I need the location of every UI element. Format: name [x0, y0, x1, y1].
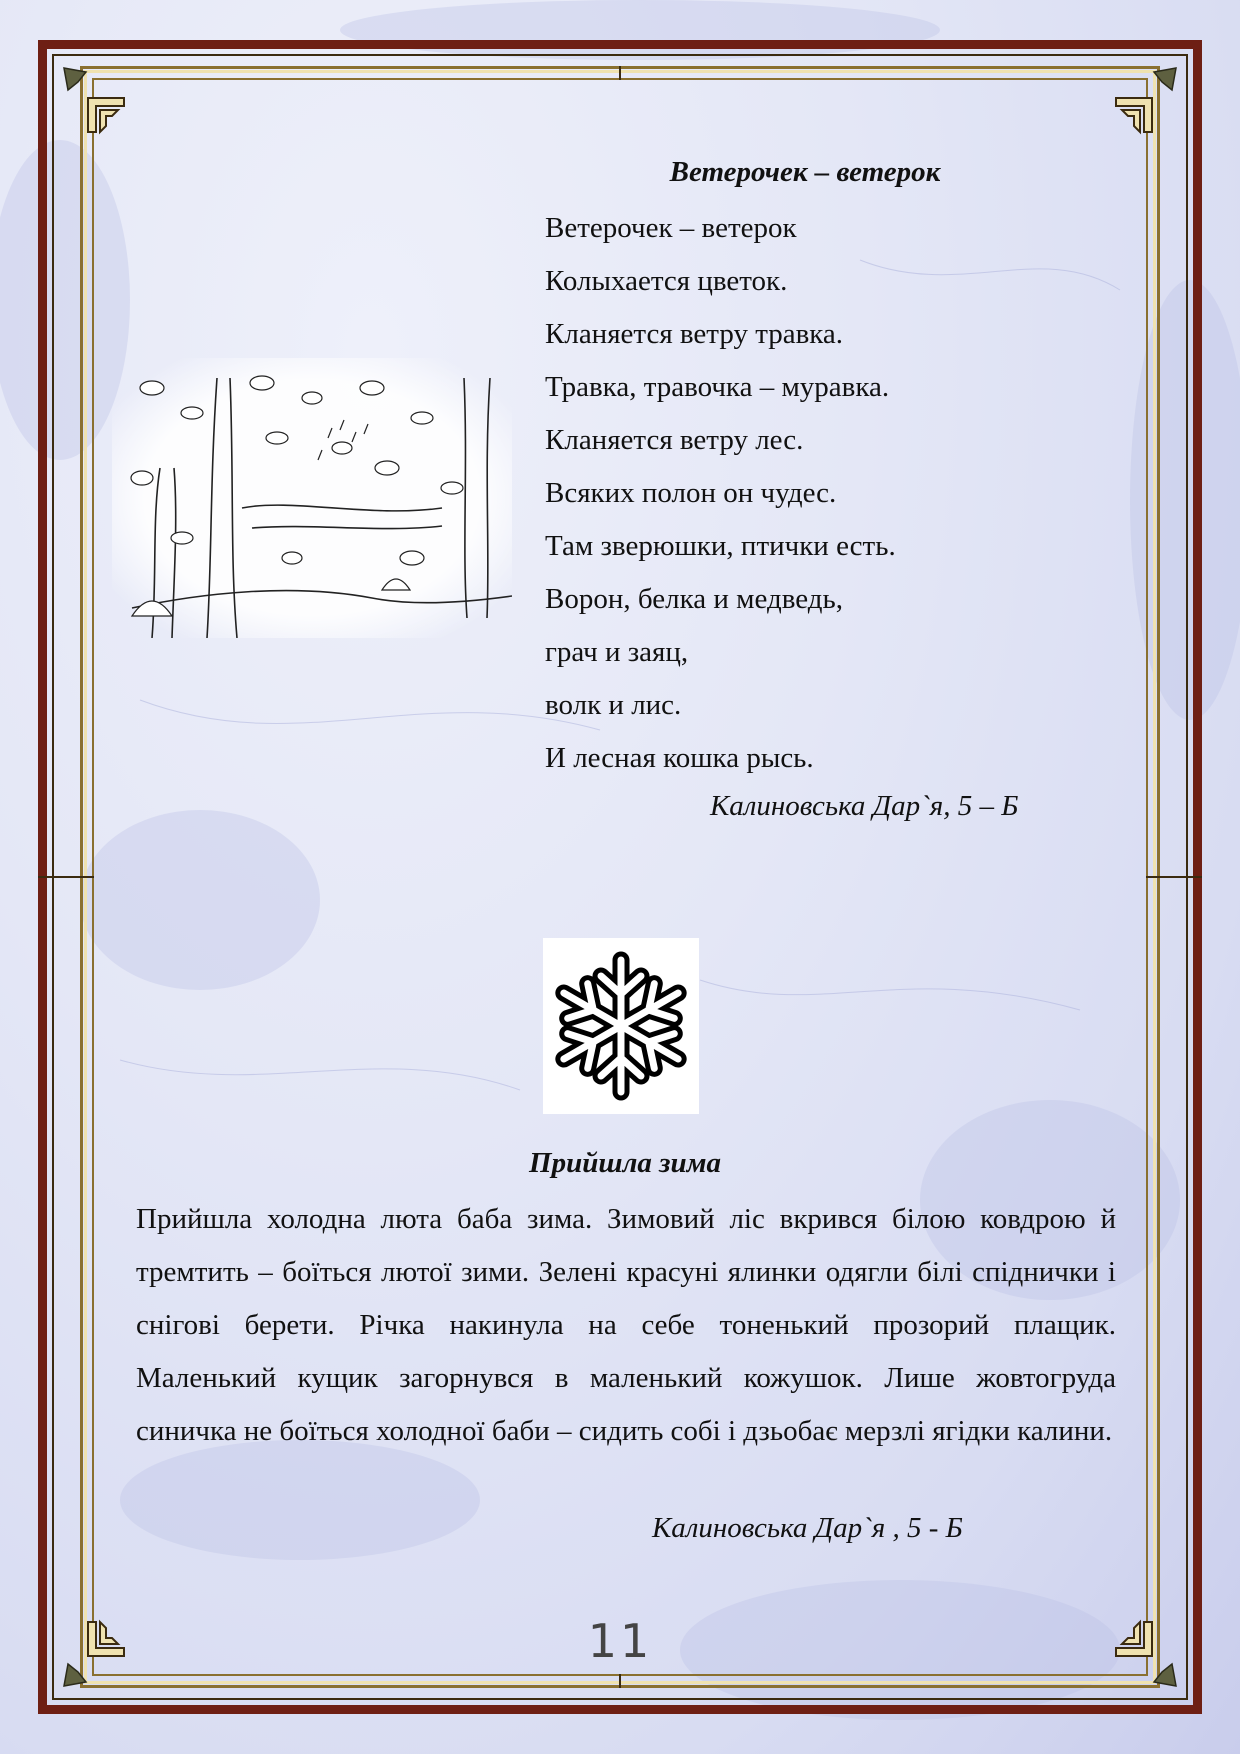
poem-author: Калиновська Дар`я, 5 – Б [710, 790, 1019, 822]
poem-lines [545, 208, 896, 791]
frame-tick-bottom [619, 1674, 621, 1688]
frame-tick-right [1146, 876, 1202, 878]
poem-line: Кланяется ветру лес. [545, 424, 804, 456]
corner-ornament-bottom-left [58, 1616, 134, 1692]
frame-tick-left [38, 876, 94, 878]
poem-line: Травка, травочка – муравка. [545, 371, 890, 403]
poem-line: волк и лис. [545, 689, 682, 721]
forest-drawing [112, 358, 512, 638]
poem-line: Ворон, белка и медведь, [545, 583, 843, 615]
poem-line: Всяких полон он чудес. [545, 477, 837, 509]
poem-line: И лесная кошка рысь. [545, 742, 814, 774]
snowflake-panel [543, 938, 699, 1114]
frame-tick-top [619, 66, 621, 80]
snowflake-icon [543, 938, 699, 1114]
story-text: Прийшла холодна люта баба зима. Зимовий ліс вкрився білою ковдрою й тремтить – боїться лютої зими. Зелені красуні ялинки одягли білі спіднички і снігові берети. Річка накинула на себе тоненький прозорий плащик. Маленький кущик загорнувся в маленький кожушок. Лише жовтогруда синичка не боїться холодної баби – сидить собі і дзьобає мерзлі ягідки калини. [136, 1203, 1116, 1447]
corner-ornament-top-right [1106, 62, 1182, 138]
page-number: 11 [587, 1614, 653, 1668]
poem-line: Ветерочек – ветерок [545, 212, 797, 244]
poem-line: грач и заяц, [545, 636, 689, 668]
poem-line: Кланяется ветру травка. [545, 318, 844, 350]
corner-ornament-top-left [58, 62, 134, 138]
poem-line: Колыхается цветок. [545, 265, 788, 297]
poem-title: Ветерочек – ветерок [669, 156, 941, 188]
corner-ornament-bottom-right [1106, 1616, 1182, 1692]
poem-line: Там зверюшки, птички есть. [545, 530, 896, 562]
story-author: Калиновська Дар`я , 5 - Б [652, 1512, 963, 1544]
story-title: Прийшла зима [529, 1147, 721, 1179]
